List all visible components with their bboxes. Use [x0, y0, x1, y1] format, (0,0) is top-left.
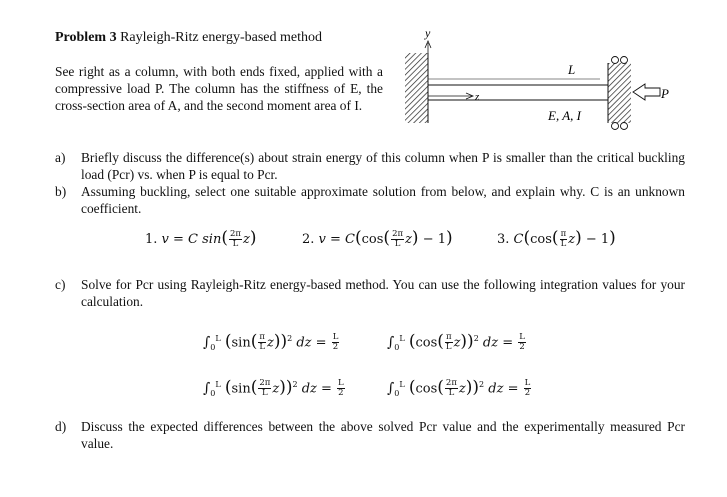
option-1-lhs: v = C sin	[161, 232, 222, 247]
problem-subtitle: Rayleigh-Ritz energy-based method	[116, 30, 322, 45]
fraction: $\frac{2\pi}{L}$	[229, 229, 241, 249]
y-axis-label: y	[425, 28, 431, 40]
fraction: $\frac{2\pi}{L}$	[392, 229, 404, 249]
integral-sin-pi: $\int_0^L$ (sin( $\frac{\pi}{L}$ z))$^2$ dz = $\frac{L}{2}$	[203, 331, 339, 353]
question-b-text: Assuming buckling, select one suitable approximate solution from below, and explain why. C is an unknown coefficient.	[81, 184, 685, 216]
length-label: L	[568, 62, 576, 77]
fraction: $\frac{\pi}{L}$	[560, 229, 567, 249]
right-wall	[608, 63, 631, 123]
question-c-text: Solve for Pcr using Rayleigh-Ritz energy-based method. You can use the following integration values for your calculation.	[81, 277, 685, 309]
question-a-label: a)	[55, 150, 66, 165]
problem-number: Problem 3	[55, 30, 117, 45]
section-properties-label: E, A, I	[548, 108, 581, 123]
roller-top-1	[612, 57, 619, 64]
option-3-lhs: C	[513, 232, 524, 247]
roller-bottom-1	[612, 123, 619, 130]
option-2: 2. v = C(cos( $\frac{2\pi}{L}$ z) − 1)	[302, 228, 453, 249]
integral-cos-2pi: $\int_0^L$ (cos( $\frac{2\pi}{L}$ z))$^2$ dz = $\frac{L}{2}$	[387, 377, 531, 399]
option-1-number: 1.	[145, 232, 158, 247]
load-arrow	[633, 84, 660, 100]
roller-bottom-2	[621, 123, 628, 130]
option-2-number: 2.	[302, 232, 315, 247]
column-beam	[428, 85, 608, 100]
question-c-label: c)	[55, 277, 66, 292]
question-d-text: Discuss the expected differences between the above solved Pcr value and the experimentally measured Pcr value.	[81, 419, 685, 451]
load-label: P	[661, 86, 669, 101]
integral-cos-pi: $\int_0^L$ (cos( $\frac{\pi}{L}$ z))$^2$ dz = $\frac{L}{2}$	[387, 331, 525, 353]
option-1: 1. v = C sin( $\frac{2\pi}{L}$ z)	[145, 228, 257, 249]
problem-intro: See right as a column, with both ends fixed, applied with a compressive load P. The column has the stiffness of E, the cross-section area of A, and the second moment area of I.	[55, 64, 383, 113]
option-3: 3. C(cos( $\frac{\pi}{L}$ z) − 1)	[497, 228, 616, 249]
question-a-text: Briefly discuss the difference(s) about strain energy of this column when P is smaller than the critical buckling load (Pcr) vs. when P is equal to Pcr.	[81, 150, 685, 182]
left-wall	[405, 53, 428, 123]
question-d-label: d)	[55, 419, 67, 434]
integral-sin-2pi: $\int_0^L$ (sin( $\frac{2\pi}{L}$ z))$^2$ dz = $\frac{L}{2}$	[203, 377, 344, 399]
option-3-number: 3.	[497, 232, 510, 247]
column-diagram	[395, 28, 695, 137]
roller-top-2	[621, 57, 628, 64]
question-b-label: b)	[55, 184, 67, 199]
problem-title	[55, 29, 322, 46]
z-axis-label: z	[475, 91, 480, 103]
option-2-lhs: v = C	[318, 232, 355, 247]
